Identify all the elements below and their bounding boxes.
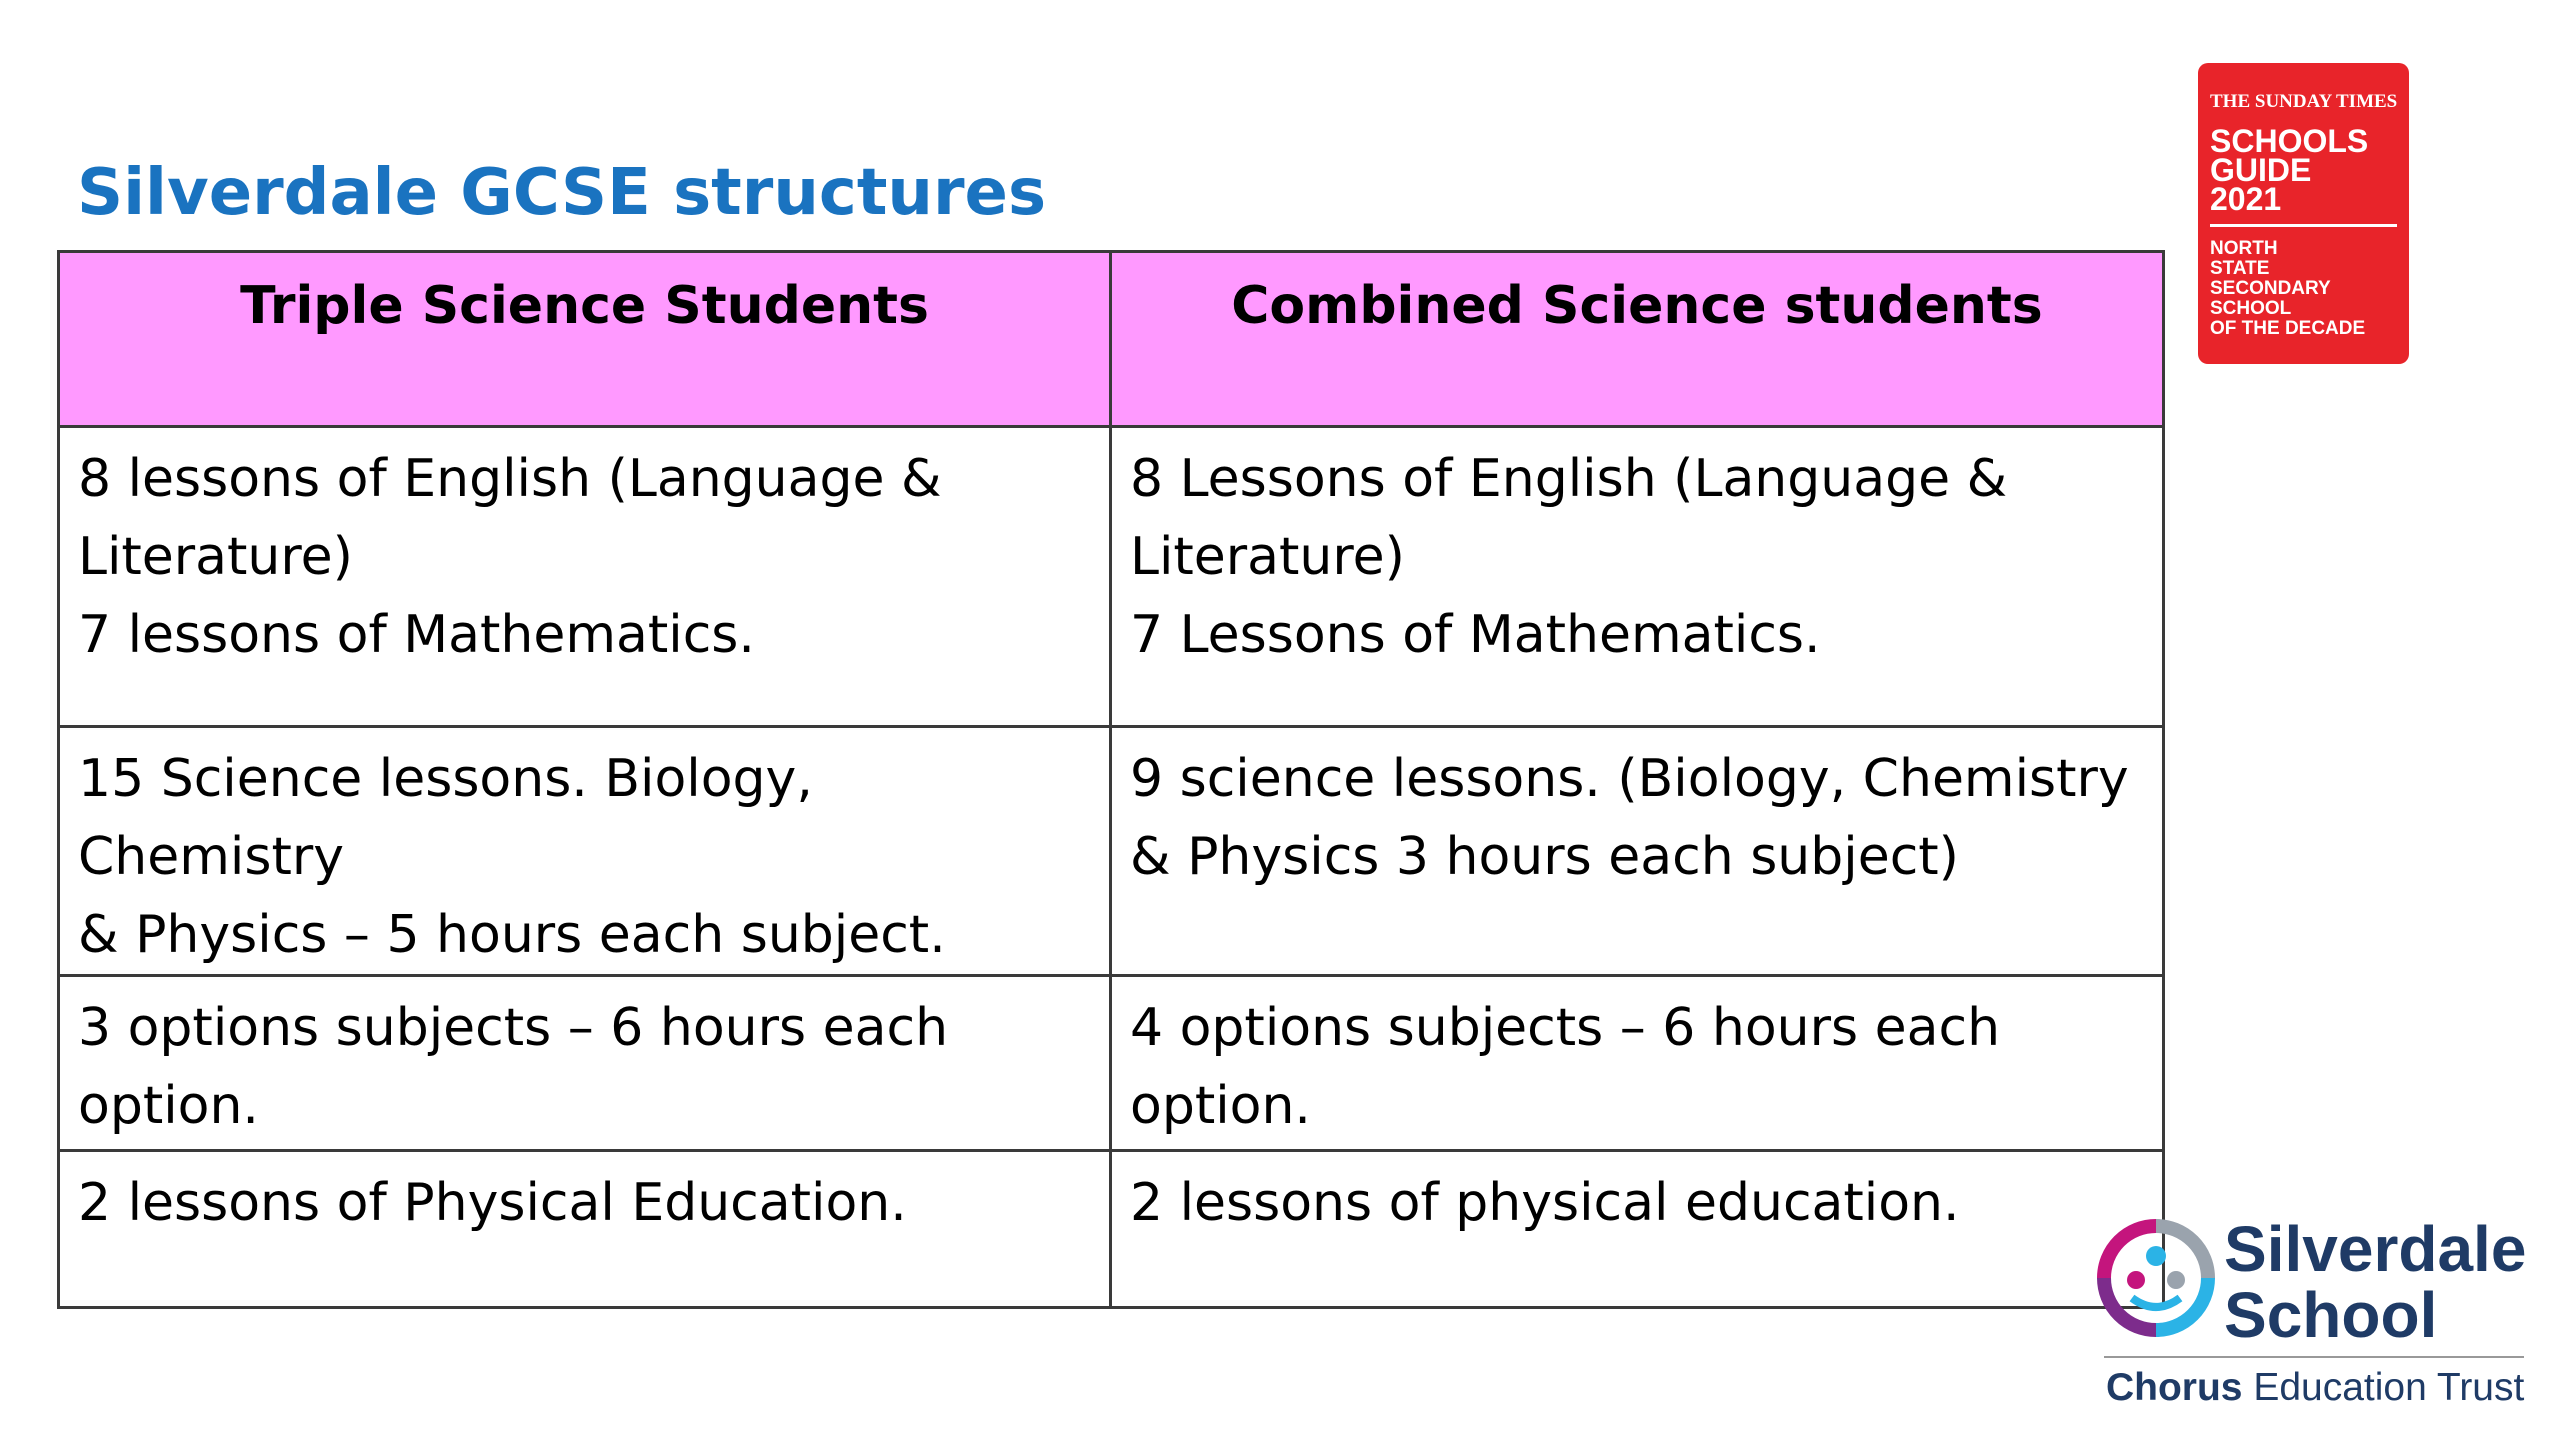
silverdale-school-logo bbox=[2096, 1213, 2536, 1418]
school-name bbox=[2224, 1213, 2527, 1351]
header-combined-science: Combined Science students bbox=[1111, 252, 2164, 427]
school-emblem-icon bbox=[2096, 1218, 2216, 1338]
logo-divider bbox=[2104, 1356, 2524, 1358]
badge-guide-line: GUIDE bbox=[2210, 152, 2312, 188]
table-row bbox=[59, 427, 2164, 727]
cell-line: Literature) bbox=[1130, 527, 1405, 587]
badge-award-line: STATE bbox=[2210, 258, 2270, 279]
cell-combined-science bbox=[1111, 727, 2164, 976]
badge-award bbox=[2210, 239, 2397, 339]
cell-combined-options bbox=[1111, 976, 2164, 1151]
cell-line: & Physics 3 hours each subject) bbox=[1130, 827, 1959, 887]
badge-award-line: OF THE DECADE bbox=[2210, 318, 2366, 339]
cell-line: 7 Lessons of Mathematics. bbox=[1130, 605, 1821, 665]
cell-line: 8 lessons of English (Language & bbox=[78, 449, 942, 509]
badge-guide-line: SCHOOLS bbox=[2210, 123, 2369, 159]
page-title: Silverdale GCSE structures bbox=[77, 156, 1047, 230]
cell-line: option. bbox=[78, 1076, 259, 1136]
gcse-structure-table bbox=[57, 250, 2165, 1309]
cell-line: Literature) bbox=[78, 527, 353, 587]
cell-triple-options bbox=[59, 976, 1111, 1151]
sunday-times-schools-guide-badge bbox=[2198, 63, 2409, 364]
badge-guide bbox=[2210, 123, 2397, 217]
cell-line: 15 Science lessons. Biology, Chemistry bbox=[78, 749, 813, 887]
cell-line: 4 options subjects – 6 hours each bbox=[1130, 998, 2001, 1058]
school-name-line: School bbox=[2224, 1279, 2438, 1351]
cell-line: 7 lessons of Mathematics. bbox=[78, 605, 755, 665]
table-header-row bbox=[59, 252, 2164, 427]
trust-rest: Education Trust bbox=[2253, 1366, 2525, 1409]
table-row bbox=[59, 727, 2164, 976]
badge-award-line: SCHOOL bbox=[2210, 298, 2292, 319]
trust-brand: Chorus bbox=[2106, 1366, 2243, 1409]
trust-name bbox=[2106, 1366, 2524, 1410]
badge-publisher: THE SUNDAY TIMES bbox=[2210, 91, 2398, 112]
badge-award-line: SECONDARY bbox=[2210, 278, 2331, 299]
cell-line: 3 options subjects – 6 hours each bbox=[78, 998, 949, 1058]
header-triple-science: Triple Science Students bbox=[59, 252, 1111, 427]
cell-line: 2 lessons of Physical Education. bbox=[78, 1173, 907, 1233]
table-row bbox=[59, 1151, 2164, 1308]
cell-combined-core bbox=[1111, 427, 2164, 727]
badge-divider bbox=[2210, 224, 2397, 227]
badge-award-line: NORTH bbox=[2210, 238, 2278, 259]
cell-combined-pe bbox=[1111, 1151, 2164, 1308]
table-row bbox=[59, 976, 2164, 1151]
cell-line: option. bbox=[1130, 1076, 1311, 1136]
cell-triple-core bbox=[59, 427, 1111, 727]
cell-line: 2 lessons of physical education. bbox=[1130, 1173, 1960, 1233]
school-name-line: Silverdale bbox=[2224, 1213, 2527, 1285]
cell-line: 8 Lessons of English (Language & bbox=[1130, 449, 2008, 509]
cell-triple-pe bbox=[59, 1151, 1111, 1308]
cell-line: & Physics – 5 hours each subject. bbox=[78, 905, 946, 965]
cell-triple-science bbox=[59, 727, 1111, 976]
badge-guide-line: 2021 bbox=[2210, 181, 2282, 217]
cell-line: 9 science lessons. (Biology, Chemistry bbox=[1130, 749, 2129, 809]
